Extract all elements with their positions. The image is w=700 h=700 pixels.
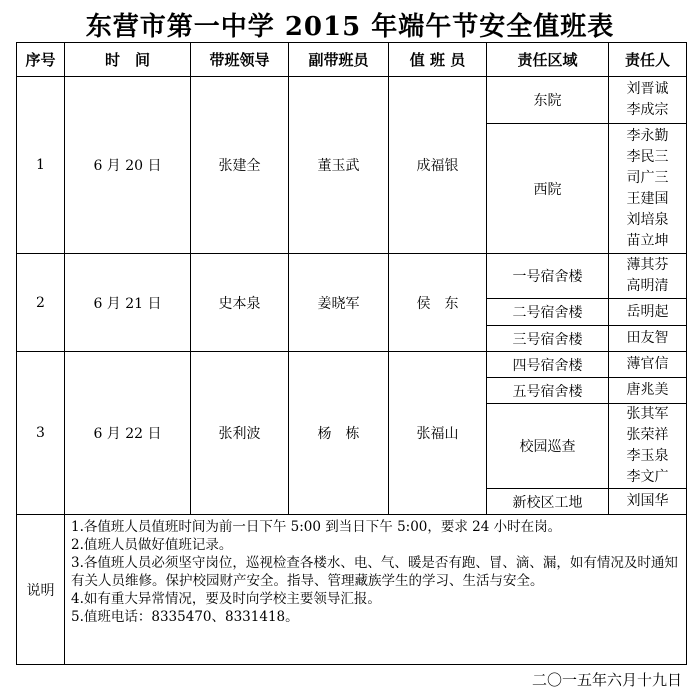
notes-cell [65, 515, 687, 665]
cell-area: 四号宿舍楼 [487, 352, 609, 378]
header-time: 时 间 [65, 43, 191, 77]
note-line: 2.值班人员做好值班记录。 [71, 537, 233, 553]
cell-duty: 成福银 [389, 77, 487, 254]
cell-person: 张其军 张荣祥 李玉泉 李文广 [609, 404, 687, 489]
cell-deputy: 董玉武 [289, 77, 389, 254]
page-title: 东营市第一中学 2015 年端午节安全值班表 [85, 12, 615, 42]
cell-area: 新校区工地 [487, 489, 609, 515]
cell-deputy: 杨 栋 [289, 352, 389, 515]
note-line: 1.各值班人员值班时间为前一日下午 5:00 到当日下午 5:00，要求 24 小时在岗。 [71, 519, 562, 535]
header-leader: 带班领导 [191, 43, 289, 77]
notes-row [17, 515, 687, 665]
cell-person: 刘晋诚 李成宗 [609, 77, 687, 124]
cell-no: 2 [17, 254, 65, 352]
note-line: 3.各值班人员必须坚守岗位，巡视检查各楼水、电、气、暖是否有跑、冒、滴、漏，如有情况及时通知有关人员维修。保护校园财产安全。指导、管理藏族学生的学习、生活与安全。 [71, 555, 678, 589]
cell-person: 唐兆美 [609, 378, 687, 404]
cell-date: 6 月 21 日 [65, 254, 191, 352]
note-line: 4.如有重大异常情况，要及时向学校主要领导汇报。 [71, 591, 381, 607]
cell-person: 田友智 [609, 326, 687, 352]
header-duty: 值 班 员 [389, 43, 487, 77]
header-deputy: 副带班员 [289, 43, 389, 77]
cell-area: 西院 [487, 124, 609, 254]
header-no: 序号 [17, 43, 65, 77]
cell-leader: 史本泉 [191, 254, 289, 352]
cell-duty: 侯 东 [389, 254, 487, 352]
header-area: 责任区域 [487, 43, 609, 77]
document-date: 二〇一五年六月十九日 [531, 671, 682, 689]
cell-person: 刘国华 [609, 489, 687, 515]
cell-no: 1 [17, 77, 65, 254]
note-line: 5.值班电话：8335470、8331418。 [71, 609, 299, 625]
header-person: 责任人 [609, 43, 687, 77]
cell-area: 一号宿舍楼 [487, 254, 609, 299]
table-row [17, 352, 687, 378]
cell-no: 3 [17, 352, 65, 515]
cell-area: 三号宿舍楼 [487, 326, 609, 352]
cell-date: 6 月 20 日 [65, 77, 191, 254]
cell-area: 东院 [487, 77, 609, 124]
cell-duty: 张福山 [389, 352, 487, 515]
cell-leader: 张利波 [191, 352, 289, 515]
cell-date: 6 月 22 日 [65, 352, 191, 515]
cell-person: 岳明起 [609, 299, 687, 326]
cell-leader: 张建全 [191, 77, 289, 254]
notes-label: 说明 [17, 515, 65, 665]
header-row [17, 43, 687, 77]
cell-person: 李永勤 李民三 司广三 王建国 刘培泉 苗立坤 [609, 124, 687, 254]
cell-person: 薄官信 [609, 352, 687, 378]
cell-area: 二号宿舍楼 [487, 299, 609, 326]
table-row [17, 77, 687, 124]
cell-deputy: 姜晓军 [289, 254, 389, 352]
duty-table [16, 42, 687, 665]
table-row [17, 254, 687, 299]
cell-person: 薄其芬 高明清 [609, 254, 687, 299]
cell-area: 校园巡查 [487, 404, 609, 489]
cell-area: 五号宿舍楼 [487, 378, 609, 404]
